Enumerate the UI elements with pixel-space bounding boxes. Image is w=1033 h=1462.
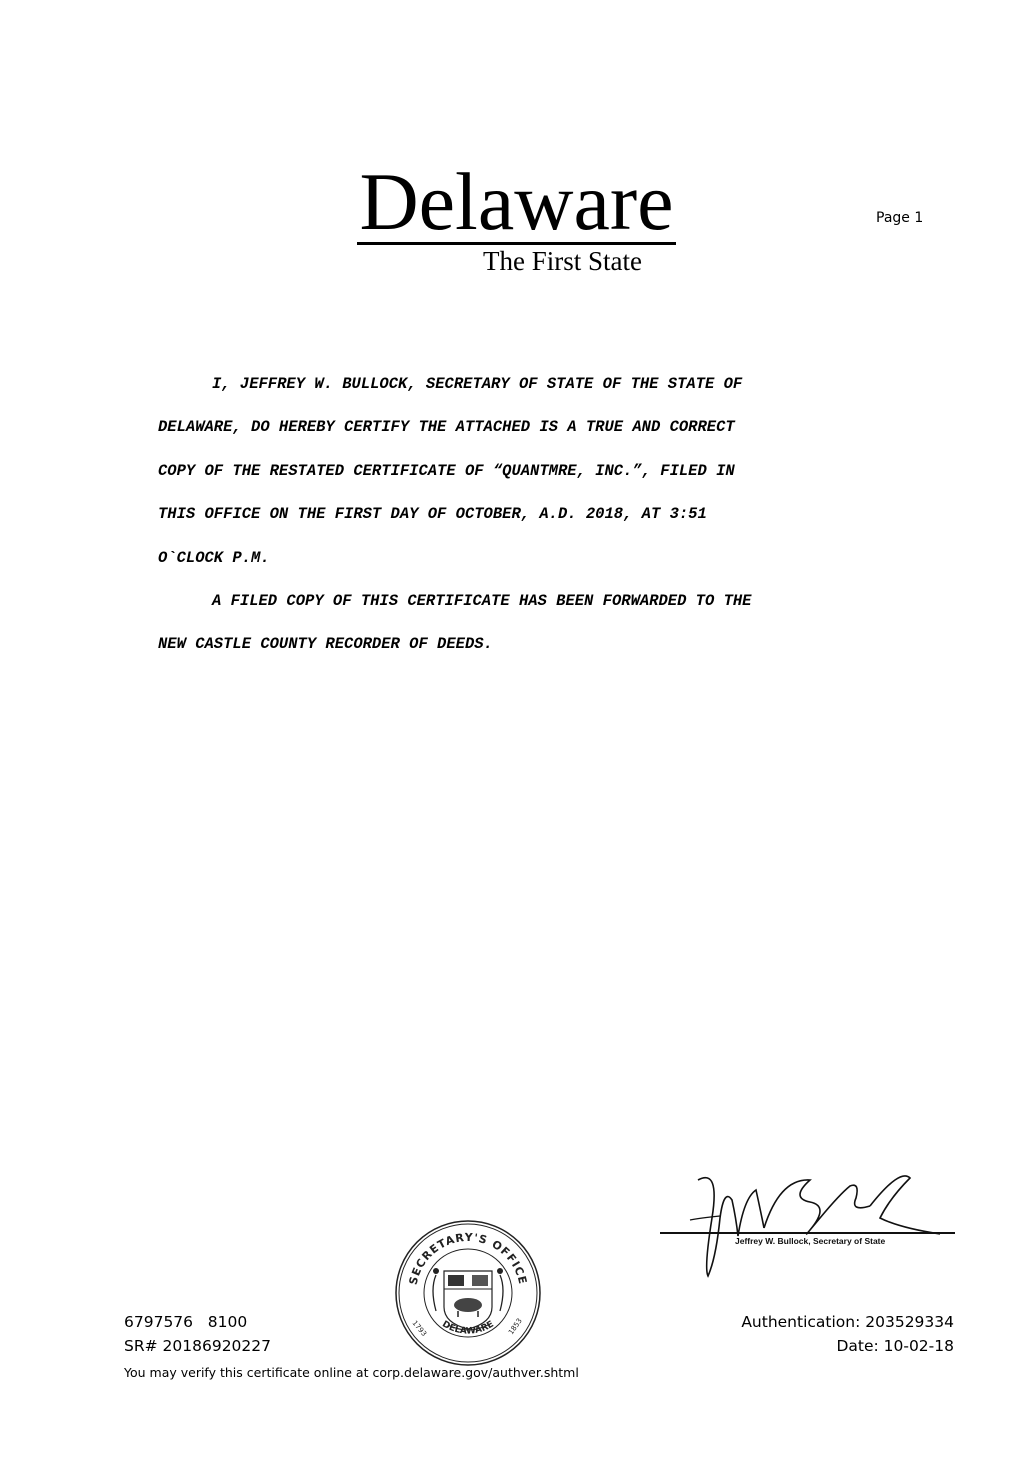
- document-title: [0, 158, 1033, 246]
- footer-left: [124, 1310, 271, 1358]
- seal-bottom-text: DELAWARE: [440, 1319, 496, 1337]
- title-text: Delaware: [359, 156, 674, 247]
- certificate-line: O`CLOCK P.M.: [158, 548, 270, 567]
- document-subtitle: The First State: [483, 246, 642, 276]
- signature-caption: Jeffrey W. Bullock, Secretary of State: [735, 1236, 886, 1246]
- certificate-line: COPY OF THE RESTATED CERTIFICATE OF “QUANTMRE, INC.”, FILED IN: [158, 461, 735, 480]
- svg-text:DELAWARE: [440, 1320, 495, 1337]
- certificate-body: [158, 363, 918, 667]
- certificate-line: DELAWARE, DO HEREBY CERTIFY THE ATTACHED IS A TRUE AND CORRECT: [158, 418, 735, 437]
- certificate-line: A FILED COPY OF THIS CERTIFICATE HAS BEEN FORWARDED TO THE: [212, 591, 752, 610]
- handwritten-signature-icon: [660, 1158, 960, 1282]
- certificate-line: NEW CASTLE COUNTY RECORDER OF DEEDS.: [158, 635, 493, 654]
- seal-year-right: 1853: [507, 1316, 524, 1337]
- verify-note: You may verify this certificate online at corp.delaware.gov/authver.shtml: [124, 1365, 579, 1380]
- seal-top-text: SECRETARY'S OFFICE: [406, 1230, 530, 1287]
- file-number: 6797576 8100: [124, 1313, 248, 1331]
- page-number: Page 1: [876, 210, 924, 226]
- state-seal-icon: [394, 1219, 542, 1367]
- authentication-number: Authentication: 203529334: [741, 1313, 954, 1331]
- certificate-date: Date: 10-02-18: [836, 1337, 954, 1355]
- certificate-line: I, JEFFREY W. BULLOCK, SECRETARY OF STATE OF THE STATE OF: [212, 375, 743, 393]
- seal-year-left: 1793: [410, 1319, 429, 1338]
- sr-number: SR# 20186920227: [124, 1337, 272, 1355]
- certificate-line: THIS OFFICE ON THE FIRST DAY OF OCTOBER, A.D. 2018, AT 3:51: [158, 505, 707, 524]
- footer-right: [741, 1310, 954, 1358]
